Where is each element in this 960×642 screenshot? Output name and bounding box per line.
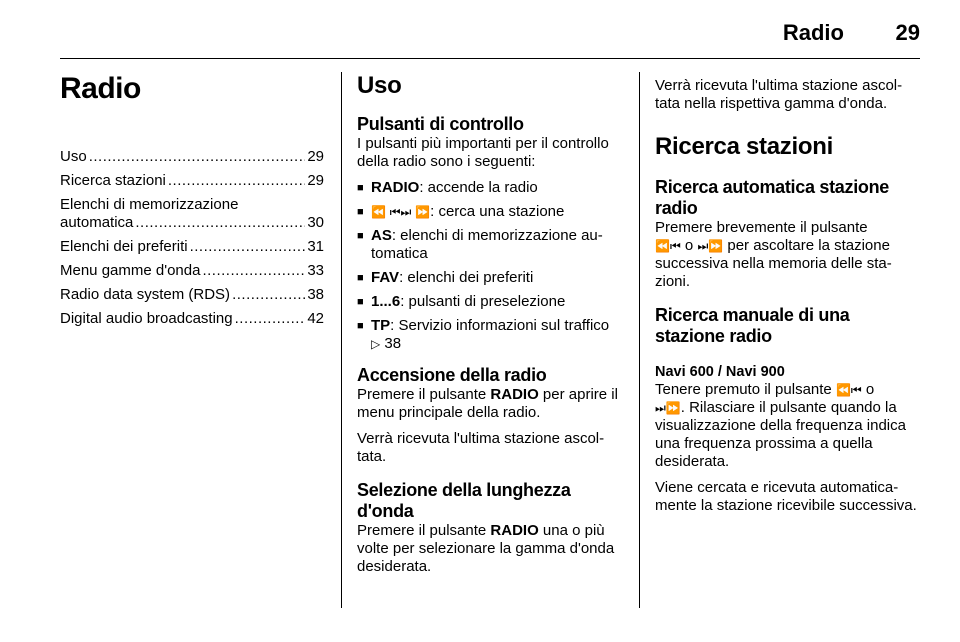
paragraph: Verrà ricevuta l'ultima stazione ascoltata. (357, 430, 605, 465)
column-divider (639, 72, 640, 608)
list-item: ■ TP: Servizio informazioni sul traffico ▷ 38 (357, 317, 610, 352)
list-item: ■ ⏪ ⏮⏭ ⏩: cerca una stazione (357, 203, 565, 220)
seek-back-icon: ⏪⏮ (835, 383, 862, 397)
paragraph: Premere il pulsante RADIO per aprire il menu principale della radio. (357, 386, 618, 421)
page-number: 29 (895, 20, 920, 45)
paragraph: Verrà ricevuta l'ultima stazione ascoltata nella rispettiva gamma d'onda. (655, 77, 903, 112)
running-title: Radio (782, 20, 844, 45)
section-title: Uso (357, 72, 402, 99)
chapter-title: Radio (60, 72, 141, 105)
toc-entry[interactable]: Ricerca stazioni ..... 29 (60, 172, 324, 190)
list-item: ■ AS: elenchi di memorizzazione automatica (357, 227, 603, 262)
subsection-heading: Accensione della radio (357, 365, 547, 385)
bullet-square-icon: ■ (357, 320, 364, 332)
list-item: ■ RADIO: accende la radio (357, 179, 538, 196)
toc-entry[interactable]: Radio data system (RDS) ..... 38 (60, 286, 324, 304)
column-divider (341, 72, 342, 608)
toc-entry[interactable]: Digital audio broadcasting ..... 42 (60, 310, 324, 328)
list-item: ■ FAV: elenchi dei preferiti (357, 269, 534, 286)
model-label: Navi 600 / Navi 900 (655, 364, 785, 380)
toc-entry[interactable]: Menu gamme d'onda ..... 33 (60, 262, 324, 280)
bullet-square-icon: ■ (357, 230, 364, 242)
bullet-square-icon: ■ (357, 206, 364, 218)
seek-buttons-icon: ⏪ ⏮⏭ ⏩ (371, 205, 431, 219)
toc-column (60, 72, 324, 334)
seek-back-icon: ⏪⏮ (655, 239, 681, 253)
toc-entry[interactable]: Uso ..... 29 (60, 148, 324, 166)
table-of-contents (60, 148, 324, 328)
section-title: Ricerca stazioni (655, 133, 833, 160)
toc-entry[interactable]: Elenchi dei preferiti ..... 31 (60, 238, 324, 256)
paragraph: Viene cercata e ricevuta automaticamente la stazione ricevibile successiva. (655, 479, 917, 514)
subsection-heading: Ricerca manuale di una stazione radio (655, 305, 850, 346)
page-reference-icon: ▷ (371, 337, 381, 351)
subsection-heading: Selezione della lunghezza d'onda (357, 480, 571, 521)
seek-forward-icon: ⏭⏩ (655, 401, 681, 415)
page-header (60, 18, 920, 59)
cross-reference-link[interactable]: ▷ 38 (371, 335, 402, 352)
paragraph: Premere il pulsante RADIO una o più volte per selezionare la gamma d'onda desiderata. (357, 522, 615, 575)
paragraph: Tenere premuto il pulsante ⏪⏮ o ⏭⏩. Rilasciare il pulsante quando la visualizzazione della frequenza indica una frequenza prossima a quella desiderata. (655, 381, 906, 470)
toc-entry[interactable]: Elenchi di memorizzazione automatica ..... 30 (60, 196, 324, 232)
bullet-square-icon: ■ (357, 272, 364, 284)
paragraph: I pulsanti più importanti per il controllo della radio sono i seguenti: (357, 135, 609, 170)
usage-column (357, 72, 622, 576)
bullet-square-icon: ■ (357, 182, 364, 194)
search-column (655, 77, 920, 515)
paragraph: Premere brevemente il pulsante ⏪⏮ o ⏭⏩ per ascoltare la stazione successiva nella memoria delle stazioni. (655, 219, 892, 290)
bullet-square-icon: ■ (357, 296, 364, 308)
subsection-heading: Ricerca automatica stazione radio (655, 177, 889, 218)
list-item: ■ 1...6: pulsanti di preselezione (357, 293, 566, 310)
subsection-heading: Pulsanti di controllo (357, 114, 524, 134)
seek-forward-icon: ⏭⏩ (697, 239, 724, 253)
